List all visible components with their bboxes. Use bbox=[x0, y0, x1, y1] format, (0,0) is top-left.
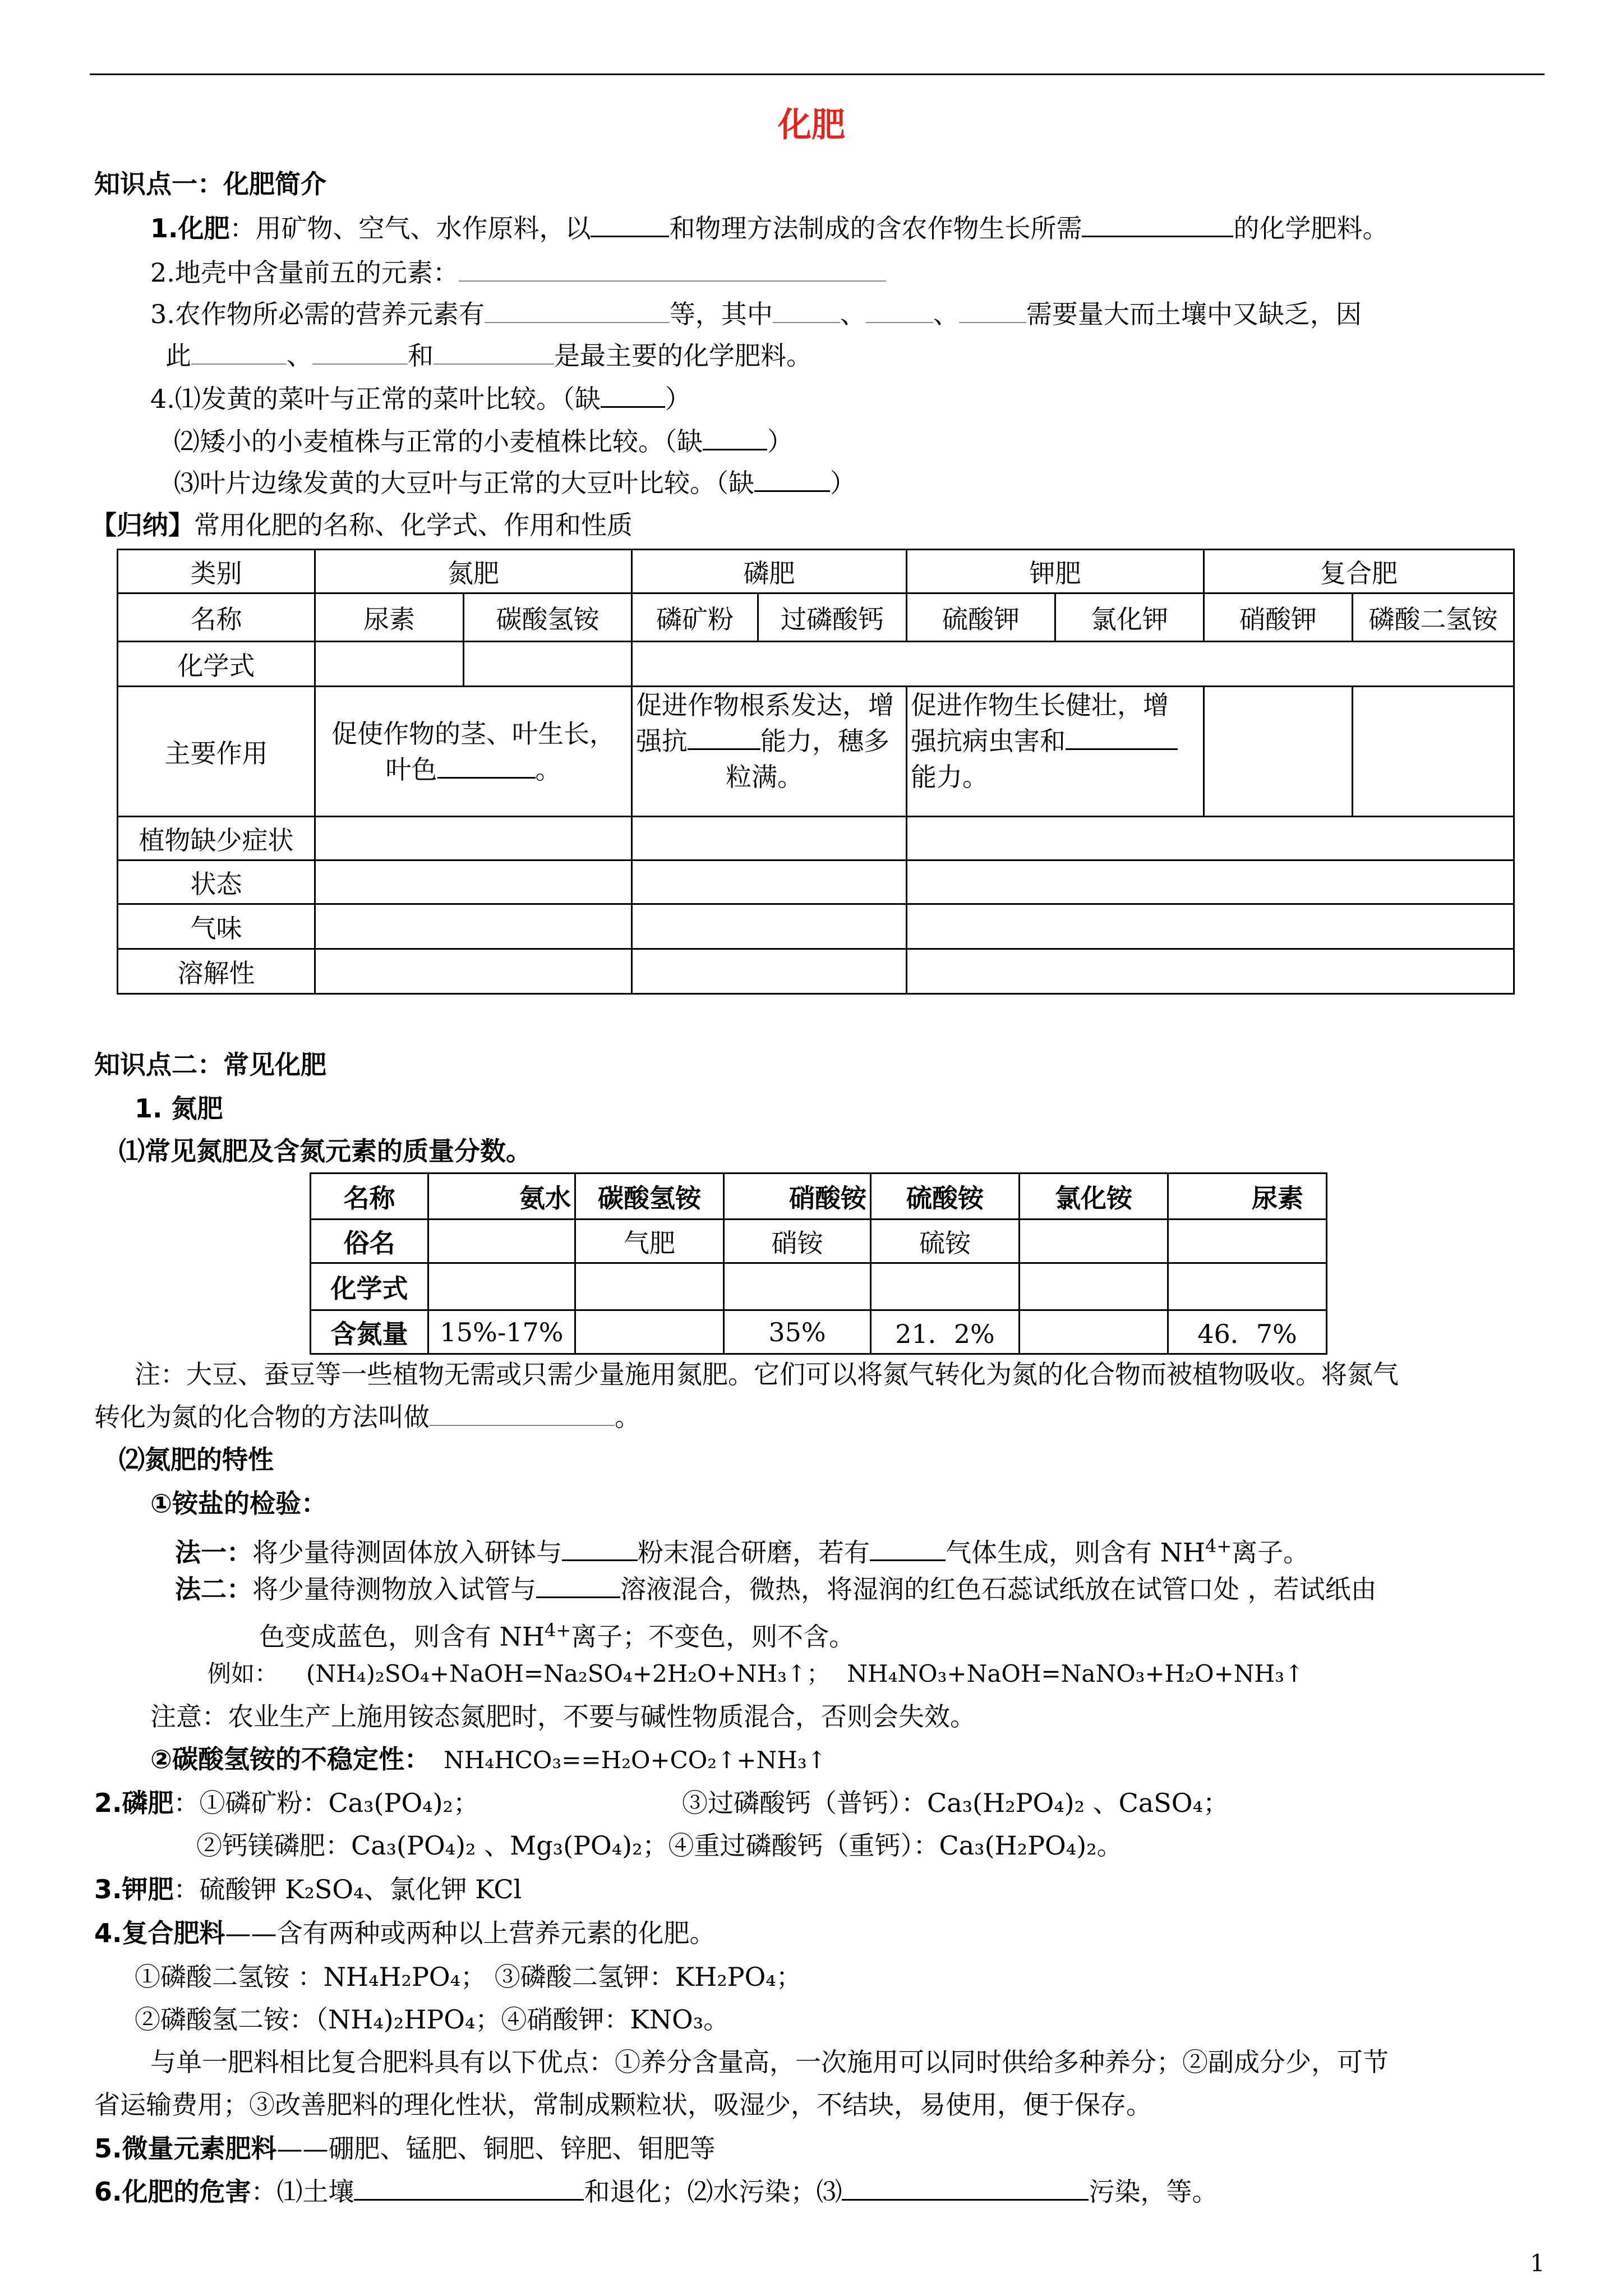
answer-cell[interactable] bbox=[575, 1263, 724, 1310]
harm-text: 污染，等。 bbox=[1089, 2177, 1218, 2207]
fill-blank[interactable] bbox=[773, 297, 840, 323]
table-row bbox=[118, 642, 1514, 687]
fill-blank[interactable] bbox=[459, 256, 886, 282]
func-text: 。 bbox=[535, 754, 561, 785]
func-text: 能力，穗多 bbox=[760, 726, 889, 756]
answer-cell[interactable] bbox=[871, 1263, 1020, 1310]
table-cell[interactable] bbox=[575, 1310, 724, 1354]
table-row bbox=[311, 1310, 1327, 1354]
fertilizer-summary-table bbox=[117, 549, 1515, 995]
func-text: 强抗病虫害和 bbox=[911, 726, 1066, 756]
fill-blank[interactable] bbox=[437, 754, 536, 779]
func-text: 促进作物根系发达，增 bbox=[636, 690, 894, 720]
p2-2-line bbox=[150, 1742, 827, 1777]
superscript: 4+ bbox=[545, 1619, 571, 1641]
item1-text-a: ：用矿物、空气、水作原料，以 bbox=[229, 213, 591, 243]
table-row bbox=[311, 1220, 1327, 1263]
table-cell[interactable] bbox=[1020, 1220, 1168, 1263]
row-header: 含氮量 bbox=[311, 1310, 428, 1354]
method-text: 离子；不变色，则不含。 bbox=[571, 1621, 855, 1652]
group-header: 氮肥 bbox=[315, 550, 632, 593]
method-text: 气体生成，则含有 NH bbox=[946, 1537, 1205, 1568]
potash-text: ：硫酸钾 K₂SO₄、氯化钾 KCl bbox=[173, 1874, 522, 1904]
table-cell[interactable] bbox=[1020, 1310, 1168, 1354]
harm-text: ：⑴土壤 bbox=[251, 2177, 354, 2207]
table-cell: 15%-17% bbox=[428, 1310, 575, 1354]
table-cell[interactable] bbox=[428, 1220, 575, 1263]
method1 bbox=[175, 1529, 1309, 1569]
answer-cell[interactable] bbox=[632, 817, 907, 861]
fill-blank[interactable] bbox=[536, 1572, 620, 1598]
answer-cell[interactable] bbox=[315, 904, 632, 949]
fill-blank[interactable] bbox=[601, 381, 665, 408]
note1-line2 bbox=[94, 1400, 640, 1434]
table-row bbox=[311, 1263, 1327, 1310]
table-row bbox=[118, 687, 1514, 817]
table-cell: 35% bbox=[724, 1310, 871, 1354]
summary-label: 【归纳】 bbox=[91, 510, 194, 540]
table-row bbox=[118, 593, 1514, 642]
trace-label: 5.微量元素肥料 bbox=[94, 2133, 277, 2164]
answer-cell[interactable] bbox=[632, 642, 1514, 687]
phos-text: ：①磷矿粉：Ca₃(PO₄)₂； bbox=[173, 1788, 479, 1818]
item3-text-c: 需要量大而土壤中又缺乏，因 bbox=[1026, 299, 1362, 329]
fill-blank[interactable] bbox=[959, 297, 1026, 323]
row-header: 类别 bbox=[118, 550, 315, 593]
table-cell: 过磷酸钙 bbox=[758, 593, 907, 642]
answer-cell[interactable] bbox=[907, 949, 1514, 994]
item4-text: 4.⑴发黄的菜叶与正常的菜叶比较。（缺 bbox=[150, 384, 601, 414]
answer-cell[interactable] bbox=[1020, 1263, 1168, 1310]
fill-blank[interactable] bbox=[866, 297, 933, 323]
group-header: 复合肥 bbox=[1204, 550, 1514, 593]
method-text: 将少量待测固体放入研钵与 bbox=[252, 1537, 562, 1568]
note1-text: 转化为氮的化合物的方法叫做 bbox=[94, 1402, 430, 1432]
group-header: 磷肥 bbox=[632, 550, 907, 593]
note2: 注意：农业生产上施用铵态氮肥时，不要与碱性物质混合，否则会失效。 bbox=[150, 1701, 976, 1732]
item4-text: ⑵矮小的小麦植株与正常的小麦植株比较。（缺 bbox=[174, 426, 703, 457]
page-number: 1 bbox=[1530, 2249, 1545, 2277]
fill-blank[interactable] bbox=[430, 1400, 615, 1426]
table-cell: 碳酸氢铵 bbox=[464, 593, 632, 642]
potash-label: 3.钾肥 bbox=[94, 1874, 174, 1904]
table-row bbox=[118, 550, 1514, 593]
row-header: 溶解性 bbox=[118, 949, 315, 994]
compound-l1: ①磷酸二氢铵 ：NH₄H₂PO₄； ③磷酸二氢钾：KH₂PO₄； bbox=[135, 1962, 802, 1992]
method-label: 法一： bbox=[175, 1537, 252, 1568]
item1-label: 1.化肥 bbox=[150, 213, 230, 243]
summary-text: 常用化肥的名称、化学式、作用和性质 bbox=[194, 510, 633, 540]
answer-cell[interactable] bbox=[907, 817, 1514, 861]
compound-l2: ②磷酸氢二铵：（NH₄)₂HPO₄；④硝酸钾：KNO₃。 bbox=[135, 2004, 730, 2035]
trace-line bbox=[94, 2132, 715, 2165]
fill-blank[interactable] bbox=[562, 1535, 638, 1561]
harm-label: 6.化肥的危害 bbox=[94, 2177, 251, 2207]
item3-text-d: 此 bbox=[165, 341, 191, 371]
section1-heading: 知识点一：化肥简介 bbox=[94, 169, 326, 199]
table-cell: 硫铵 bbox=[871, 1220, 1020, 1263]
example-label: 例如： bbox=[208, 1660, 279, 1687]
answer-cell[interactable] bbox=[1168, 1263, 1327, 1310]
table-row bbox=[311, 1174, 1327, 1220]
equation: (NH₄)₂SO₄+NaOH=Na₂SO₄+2H₂O+NH₃↑； bbox=[306, 1660, 831, 1687]
row-header: 气味 bbox=[118, 904, 315, 949]
phosphate-line2: ②钙镁磷肥：Ca₃(PO₄)₂ 、Mg₃(PO₄)₂；④重过磷酸钙（重钙）：Ca₃(H₂PO₄)₂。 bbox=[196, 1830, 1123, 1861]
item3-sep: 、 bbox=[287, 341, 312, 371]
column-header: 硝酸铵 bbox=[724, 1174, 871, 1220]
table-cell: 磷矿粉 bbox=[632, 593, 758, 642]
fill-blank[interactable] bbox=[591, 211, 669, 237]
table-cell: 气肥 bbox=[575, 1220, 724, 1263]
row-header: 化学式 bbox=[118, 642, 315, 687]
answer-cell[interactable] bbox=[724, 1263, 871, 1310]
table-row bbox=[118, 861, 1514, 904]
potash-line bbox=[94, 1872, 522, 1906]
compound-text: ——含有两种或两种以上营养元素的化肥。 bbox=[225, 1918, 716, 1948]
method-text: 粉末混合研磨，若有 bbox=[638, 1537, 870, 1568]
fill-blank[interactable] bbox=[842, 2174, 1089, 2201]
answer-cell[interactable] bbox=[632, 949, 907, 994]
answer-cell[interactable] bbox=[315, 817, 632, 861]
item4-close: ） bbox=[665, 384, 691, 414]
item3-line2 bbox=[165, 339, 812, 372]
column-header: 尿素 bbox=[1168, 1174, 1327, 1220]
item4-line2 bbox=[174, 424, 793, 458]
item4-close: ） bbox=[767, 426, 793, 457]
row-header: 化学式 bbox=[311, 1263, 428, 1310]
method-text: 离子。 bbox=[1232, 1537, 1310, 1568]
compound-l4: 省运输费用；③改善肥料的理化性状，常制成颗粒状，吸湿少，不结块，易使用，便于保存。 bbox=[94, 2090, 1152, 2120]
fill-blank[interactable] bbox=[754, 466, 830, 492]
row-header: 主要作用 bbox=[118, 687, 315, 817]
item4-line1 bbox=[150, 381, 691, 416]
answer-cell[interactable] bbox=[315, 949, 632, 994]
answer-cell[interactable] bbox=[464, 642, 632, 687]
table-cell: 硝铵 bbox=[724, 1220, 871, 1263]
table-cell[interactable] bbox=[1168, 1220, 1327, 1263]
nitrogen-fertilizer-table bbox=[310, 1172, 1327, 1355]
table-cell: 21．2% bbox=[871, 1310, 1020, 1354]
harm-line bbox=[94, 2174, 1218, 2208]
item1-text-b: 和物理方法制成的含农作物生长所需 bbox=[669, 213, 1082, 243]
column-header: 氯化铵 bbox=[1020, 1174, 1168, 1220]
p2-1-heading: ①铵盐的检验： bbox=[150, 1488, 327, 1519]
table-cell: 氯化钾 bbox=[1055, 593, 1204, 642]
trace-text: ——硼肥、锰肥、铜肥、锌肥、钼肥等 bbox=[276, 2133, 716, 2164]
group-header: 钾肥 bbox=[907, 550, 1204, 593]
fill-blank[interactable] bbox=[1066, 726, 1178, 750]
item1-text-c: 的化学肥料。 bbox=[1233, 213, 1389, 243]
item3-text-a: 3.农作物所必需的营养元素有 bbox=[150, 299, 485, 329]
row-header: 状态 bbox=[118, 861, 315, 904]
answer-cell[interactable] bbox=[907, 861, 1514, 904]
item3-sep: 、 bbox=[933, 299, 959, 329]
func-text: 能力。 bbox=[911, 762, 988, 792]
table-cell: 硝酸钾 bbox=[1204, 593, 1353, 642]
item4-line3 bbox=[174, 466, 856, 500]
fill-blank[interactable] bbox=[485, 297, 670, 323]
column-header: 氨水 bbox=[428, 1174, 575, 1220]
example-line bbox=[208, 1657, 1304, 1691]
table-row bbox=[118, 817, 1514, 861]
method-label: 法二： bbox=[175, 1574, 252, 1604]
compound-l3: 与单一肥料相比复合肥料具有以下优点：①养分含量高，一次施用可以同时供给多种养分；②副成分少，可节 bbox=[150, 2047, 1389, 2077]
function-phosphorus bbox=[632, 687, 907, 817]
answer-cell[interactable] bbox=[1353, 687, 1514, 817]
item3-text-f: 是最主要的化学肥料。 bbox=[554, 341, 812, 371]
func-text: 叶色 bbox=[385, 754, 437, 785]
row-header: 名称 bbox=[118, 593, 315, 642]
equation: NH₄HCO₃==H₂O+CO₂↑+NH₃↑ bbox=[443, 1746, 827, 1774]
func-text: 粒满。 bbox=[726, 762, 803, 792]
item4-close: ） bbox=[830, 468, 856, 498]
fill-blank[interactable] bbox=[191, 339, 287, 365]
answer-cell[interactable] bbox=[428, 1263, 575, 1310]
method2-line2 bbox=[259, 1613, 855, 1653]
item1 bbox=[150, 211, 1388, 245]
item3-line1 bbox=[150, 297, 1362, 331]
method-text: 色变成蓝色，则含有 NH bbox=[259, 1621, 545, 1652]
header-rule bbox=[90, 73, 1544, 75]
column-header: 名称 bbox=[311, 1174, 428, 1220]
func-text: 促使作物的茎、叶生长， bbox=[331, 718, 615, 749]
section2-p1: ⑴常见氮肥及含氮元素的质量分数。 bbox=[119, 1136, 532, 1166]
item3-text-e: 和 bbox=[408, 341, 434, 371]
answer-cell[interactable] bbox=[907, 904, 1514, 949]
function-nitrogen bbox=[315, 687, 632, 817]
fill-blank[interactable] bbox=[688, 726, 760, 750]
summary-line bbox=[91, 508, 633, 542]
note1-line1: 注：大豆、蚕豆等一些植物无需或只需少量施用氮肥。它们可以将氮气转化为氮的化合物而被植物吸收。将氮气 bbox=[135, 1359, 1399, 1389]
fill-blank[interactable] bbox=[354, 2174, 584, 2201]
table-row bbox=[118, 949, 1514, 994]
function-potassium bbox=[907, 687, 1204, 817]
item4-text: ⑶叶片边缘发黄的大豆叶与正常的大豆叶比较。（缺 bbox=[174, 468, 754, 498]
phos-label: 2.磷肥 bbox=[94, 1788, 174, 1818]
fill-blank[interactable] bbox=[1082, 211, 1233, 237]
table-cell: 磷酸二氢铵 bbox=[1353, 593, 1514, 642]
row-header: 植物缺少症状 bbox=[118, 817, 315, 861]
phosphate-line1 bbox=[94, 1786, 479, 1820]
table-cell: 硫酸钾 bbox=[907, 593, 1055, 642]
fill-blank[interactable] bbox=[312, 339, 408, 365]
section2-heading: 知识点二：常见化肥 bbox=[94, 1050, 326, 1080]
superscript: 4+ bbox=[1205, 1535, 1232, 1557]
compound-line bbox=[94, 1916, 715, 1950]
equation: NH₄NO₃+NaOH=NaNO₃+H₂O+NH₃↑ bbox=[847, 1660, 1304, 1687]
table-cell: 46．7% bbox=[1168, 1310, 1327, 1354]
harm-text: 和退化；⑵水污染；⑶ bbox=[584, 2177, 842, 2207]
column-header: 碳酸氢铵 bbox=[575, 1174, 724, 1220]
func-text: 强抗 bbox=[636, 726, 688, 756]
item2-text: 2.地壳中含量前五的元素： bbox=[150, 257, 459, 288]
page-title: 化肥 bbox=[778, 105, 845, 145]
answer-cell[interactable] bbox=[315, 642, 464, 687]
func-text: 促进作物生长健壮，增 bbox=[911, 690, 1169, 720]
method2-line1 bbox=[175, 1572, 1377, 1606]
note1-end: 。 bbox=[615, 1402, 640, 1432]
column-header: 硫酸铵 bbox=[871, 1174, 1020, 1220]
fill-blank[interactable] bbox=[870, 1535, 946, 1561]
fill-blank[interactable] bbox=[434, 339, 554, 365]
p2-heading: ⑵氮肥的特性 bbox=[119, 1444, 274, 1475]
item3-text-b: 等，其中 bbox=[669, 299, 773, 329]
fill-blank[interactable] bbox=[703, 424, 767, 450]
table-row bbox=[118, 904, 1514, 949]
row-header: 俗名 bbox=[311, 1220, 428, 1263]
answer-cell[interactable] bbox=[632, 861, 907, 904]
table-cell: 尿素 bbox=[315, 593, 464, 642]
compound-label: 4.复合肥料 bbox=[94, 1918, 225, 1948]
item3-sep: 、 bbox=[840, 299, 866, 329]
section2-sub1: 1. 氮肥 bbox=[135, 1093, 223, 1124]
p2-2-label: ②碳酸氢铵的不稳定性： bbox=[150, 1744, 430, 1774]
answer-cell[interactable] bbox=[632, 904, 907, 949]
method-text: 溶液混合，微热，将湿润的红色石蕊试纸放在试管口处 ，若试纸由 bbox=[620, 1574, 1377, 1604]
phosphate-line1b: ③过磷酸钙（普钙）：Ca₃(H₂PO₄)₂ 、CaSO₄； bbox=[682, 1788, 1229, 1818]
item2 bbox=[150, 256, 886, 289]
answer-cell[interactable] bbox=[315, 861, 632, 904]
method-text: 将少量待测物放入试管与 bbox=[252, 1574, 536, 1604]
answer-cell[interactable] bbox=[1204, 687, 1353, 817]
